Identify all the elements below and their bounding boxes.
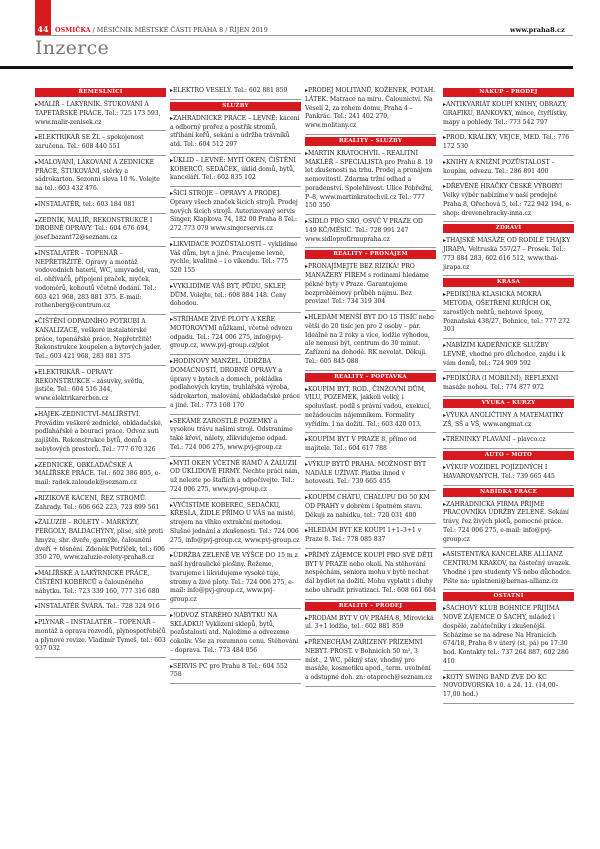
classified-ad: ▸ RIZIKOVÉ KÁCENÍ, ŘEZ STROMŮ. Zahrady. Tel.: 606 662 223, 723 899 561 <box>35 494 166 517</box>
classified-ad: ▸ ZEDNÍK, MALÍŘ, REKONSTRUKCE I DROBNÉ OPRAVY. Tel.: 604 676 694, josef.bazant72@seznam.cz <box>35 216 166 247</box>
classified-ad: ▸ KNIHY A KNIŽNÍ POZŮSTALOST – koupím, odvezu. Tel.: 286 891 400 <box>443 158 574 181</box>
classified-ad: ▸ ZEDNICKÉ, OBKLADAČSKÉ A MALÍŘSKÉ PRÁCE. Tel.: 602 386 895, e-mail: radek.zaloudek@seznam.cz <box>35 461 166 492</box>
classified-ad: ▸ ZAHRADNICKÁ FIRMA PŘIJME PRACOVNÍKA ÚDRŽBY ZELENĚ. Sekání trávy, řez živých plotů, pomocné práce. Tel.: 724 006 275, e-mail: info@pvj-group.cz <box>443 500 574 549</box>
classified-ad: ▸ ZAHRADNICKÉ PRÁCE – LEVNĚ: kácení a odborný prořez a postřik stromů, stříhání keřů, sekání a údržba trávníků atd. Tel.: 604 512 297 <box>170 114 301 154</box>
classified-ad: ▸ STŘÍHÁME ŽIVÉ PLOTY A KEŘE MOTOROVÝMI nůžkami, včetně odvozu odpadu. Tel.: 724 006 275, info@pvj-group.cz, www.pvj-group.cz/plot <box>170 315 301 355</box>
classified-ad: ▸ NABÍZÍM KADEŘNICKÉ SLUŽBY LEVNĚ, vhodné pro důchodce, zajdu i k vám domů, tel.: 724 909 592 <box>443 341 574 372</box>
classified-ad: ▸ PROD. KRÁLÍKY, VEJCE, MED. Tel.: 776 172 530 <box>443 133 574 156</box>
classified-ad: ▸ ASISTENT/KA KANCELÁŘE ALLIANZ CENTRUM KRAKOV, na částečný úvazek. Vhodné i pro studenty VŠ nebo důchodce. Pište na: uplatneni@bernas-allianz.cz <box>443 550 574 590</box>
classified-ad: ▸ ÚDRŽBA ZELENĚ VE VÝŠCE DO 15 m z naší hydraulické plošiny. Řežeme, tvarujeme i likvidujeme vysoké túje, stromy a živé ploty. Tel.: 724 006 275, e-mail: info@pvj-group.cz, www.pvj-group.cz <box>170 551 301 609</box>
classified-ad: ▸ INSTALATÉR ŠVÁRA. Tel.: 728 324 916 <box>35 602 166 616</box>
category-heading: REALITY – POPTÁVKA <box>305 373 436 382</box>
brand-name: OSMIČKA <box>55 26 91 34</box>
classified-ad: ▸ THAJSKÉ MASÁŽE OD RODILÉ THAJKY JIRAPA. Veltruská 557/27 – Prosek. Tel.: 773 884 283, 602 616 512, www.thai-jirapa.cz <box>443 236 574 276</box>
classified-ad: ▸ ÚKLID – LEVNĚ: MYTÍ OKEN, ČIŠTĚNÍ KOBERCŮ, SEDAČEK, úklid domů, bytů, kanceláří. Tel.: 602 835 102 <box>170 156 301 187</box>
classified-ad: ▸ SERVIS PC pro Prahu 8 Tel.: 604 552 758 <box>170 662 301 685</box>
classified-ad: ▸ KOUPÍM BYT V PRAZE 8, přímo od majitele. Tel.: 604 617 788 <box>305 435 436 458</box>
classified-ad: ▸ PŘENECHÁM ZAŘÍZENÝ PŘÍZEMNÍ NEBYT. PROST. v Bohnicích 50 m², 3 míst., 2 WC, pěkný stav, vhodný pro masáže, kosmetiku apod., term. uvolnění a odstupné doh. zn: otaproch@seznam.cz <box>305 638 436 687</box>
classified-ad: ▸ HÁJEK–ZEDNICTVÍ–MALÍŘSTVÍ. Provádím veškeré zednické, obkladačské, podlahářské a bourací práce. Odvoz suti zajištěn. Rekonstrukce bytů, domů a nebytových prostorů. Tel.: 777 670 326 <box>35 410 166 459</box>
classified-ad: ▸ KOUPÍM CHATU, CHALUPU DO 50 KM OD PRAHY v dobrém i špatném stavu. Děkuji za nabídku, tel.: 720 031 400 <box>305 493 436 524</box>
category-heading: OSTATNÍ <box>443 592 574 601</box>
website-link[interactable]: www.praha8.cz <box>510 26 565 34</box>
category-heading: ŘEMESLNÍCI <box>35 88 166 97</box>
classified-ad: ▸ PRONAJÍMEJTE BEZ RIZIKA! PRO MANAŽERY FIREM s rodinami hledáme pěkné byty v Praze. Garantujeme bezproblémový průběh nájmu. Bez provize! Tel.: 734 319 304 <box>305 262 436 311</box>
classified-ad: ▸ ŠACHOVÝ KLUB BOHNICE PŘIJÍMÁ NOVÉ ZÁJEMCE O ŠACHY, mládež i dospělé, začátečníky i zkušenější. Scházíme se na adrese Na Hranicích 674/18, Praha 8 v úterý (st, pá) po 17:30 hod. Kontakty tel.: 737 264 887, 602 286 410 <box>443 604 574 670</box>
category-heading: AUTO – MOTO <box>443 451 574 460</box>
classified-ad: ▸ ANTIKVARIÁT KOUPÍ KNIHY, OBRAZY, GRAFIKU, BANKOVKY, mince, čtyřlístky, mapy a pohledy. Tel.: 773 542 797 <box>443 100 574 131</box>
section-title: Inzerce <box>35 37 110 59</box>
column-1 <box>35 86 166 660</box>
title-rule <box>0 66 573 69</box>
category-heading: REALITY – PRONÁJEM <box>305 250 436 259</box>
category-heading: VÝUKA – KURZY <box>443 399 574 408</box>
classified-ad: ▸ PŘÍMÝ ZÁJEMCE KOUPÍ PRO SVÉ DĚTI BYT V PRAZE nebo okolí. Na stěhování nespěchám, seniora mohu v bytě nechat dál bydlet na dožití. Mohu vyplatit i dluhy nebo uhradit privatizaci. Tel.: 608 661 664 <box>305 551 436 600</box>
column-2 <box>170 86 301 686</box>
classified-ad: ▸ PLYNAŘ – INSTALATÉR – TOPENÁŘ – montáž a oprava rozvodů, plynospotřebičů a plynové revize. Vladimír Tymeš, tel.: 603 937 032 <box>35 618 166 658</box>
category-heading: REALITY – PRODEJ <box>305 602 436 611</box>
category-heading: ZDRAVÍ <box>443 224 574 233</box>
classified-ad: ▸ KOTY SWING BAND ZVE DO KC NOVODVORSKÁ 10. a 24. 11. (14,00–17,00 hod.) <box>443 673 574 704</box>
category-heading: SLUŽBY <box>170 102 301 111</box>
classified-ad: ▸ HODINOVÝ MANŽEL. ÚDRŽBA DOMÁCNOSTÍ, DROBNÉ OPRAVY a úpravy v bytech a domech, pokládka podlahových krytin, truhlářská výroba, sádrokarton, malování, obkladačské práce a jiné. Tel.: 773 168 170 <box>170 357 301 415</box>
classified-ad: ▸ VÝKUP BYTŮ PRAHA. MOŽNOST BYT NADÁLE UŽÍVAT. Platba ihned v hotovosti. Tel.: 739 665 455 <box>305 460 436 491</box>
classified-ad: ▸ SEKÁME ZAROSTLÉ POZEMKY a vysokou trávu našimi stroji. Odstraníme také křoví, nálety, zlikvidujeme odpad. Tel.: 724 006 275, www.pvj-group.cz <box>170 417 301 457</box>
column-3 <box>305 86 436 689</box>
classified-ad: ▸ MALOVÁNÍ, LAKOVÁNÍ A ZEDNICKÉ PRÁCE, ŠTUKOVÁNÍ, stěrky a sádrokarton. Sezonní sleva 10 %. Volejte na tel.: 603 432 476. <box>35 158 166 198</box>
classified-ad: ▸ INSTALATÉR, tel.: 603 184 081 <box>35 200 166 214</box>
classified-ad: ▸ MALÍŘSKÉ A LAKÝRNICKÉ PRÁCE, ČIŠTĚNÍ KOBERCŮ a čalouněného nábytku. Tel.: 723 339 160, 777 316 680 <box>35 569 166 600</box>
classified-ad: ▸ HLEDÁM MENŠÍ BYT DO 15 TISÍC nebo větší do 20 tisíc jen pro 2 osoby – pár. Ideálně na 2 roky a více, lodžie výhodou, ale nemusí být, centrum do 30 minut. Zařízení na dohodě. RK nevolat. Děkuji. Tel.: 605 845 088 <box>305 313 436 371</box>
classified-ad: ▸ MALÍŘ – LAKÝRNÍK. ŠTUKOVÁNÍ A TAPETÁŘSKÉ PRÁCE. Tel.: 725 173 593, www.malir-zenisek.cz <box>35 100 166 131</box>
classified-ad: ▸ PEDIKÚRA (I MOBILNÍ), REFLEXNÍ masáže nohou. Tel.: 774 877 972 <box>443 374 574 397</box>
issue-subtitle: / MĚSÍČNÍK MĚSTSKÉ ČÁSTI PRAHA 8 / ŘÍJEN 2019 <box>90 26 268 34</box>
classified-ad: ▸ LIKVIDACE POZŮSTALOSTÍ – vyklidíme Váš dům, byt a jiné. Pracujeme levně, rychle, kvalitně – i o víkendu. Tel.: 775 520 155 <box>170 240 301 280</box>
classified-ad: ▸ ŽALUZIE – ROLETY – MARKÝZY, PERGOLY, BALDACHÝNY, plisé, sítě proti hmyzu, shr. dveře, garnýže, čalounění dveří + těsnění. Zdeněk Petříček, tel.: 606 350 270, www.zaluzie-rolety-praha8.cz <box>35 518 166 567</box>
classified-ad: ▸ !ODVOZ STARÉHO NÁBYTKU NA SKLÁDKU! Vyklizení sklepů, bytů, pozůstalostí atd. Naložíme a odvezeme cokoliv. Vše za rozumnou cenu. Stěhování – doprava. Tel.: 773 484 056 <box>170 611 301 660</box>
classified-ad: ▸ VÝUKA ANGLIČTINY A MATEMATIKY ZŠ, SŠ a VŠ, www.angmat.cz <box>443 411 574 434</box>
header-divider <box>35 35 573 36</box>
classified-ad: ▸ INSTALATÉR – TOPENÁŘ – NEPŘETRŽITĚ. Opravy a montáž vodovodních baterií, WC, umyvadel, van, el. ohřívačů, připojení praček, myček, vodoměrů, kohoutů včetně dodání. Tel.: 603 421 968, 283 881 375. E-mail: rothenberg@centrum.cz <box>35 249 166 315</box>
classified-ad: ▸ MYTÍ OKEN VČETNĚ RÁMŮ A ŽALUZIÍ OD ÚKLIDOVÉ FIRMY. Nechte práci nám, už nelezte po štaflích a odpočívejte. Tel.: 724 006 275, www.pvj-group.cz <box>170 459 301 499</box>
category-heading: REALITY – SLUŽBY <box>305 137 436 146</box>
classified-ad: ▸ PRODEJ MOLITANŮ, KOŽENEK, POTAH. LÁTEK. Matrace na míru. Čalounictví. Na Veselí 2, za rohem domu, Praha 4 – Pankrác. Tel.: 241 402 270, www.molitany.cz <box>305 86 436 135</box>
classified-ad: ▸ SÍDLO PRO SRO, OSVČ V PRAZE OD 149 KČ/MĚSÍC. Tel.: 728 991 247 www.sidloprofirmupraha.cz <box>305 217 436 248</box>
column-4 <box>443 86 574 706</box>
classified-ad: ▸ VYČISTÍME KOBEREC, SEDAČKU, KŘESLA, ŽIDLE PŘÍMO U VÁS na místě, strojem na vlhko extrakční metodou. Slušné jednání a zkušenosti. Tel.: 724 006 275, info@pvj-group.cz, www.pvj-group.cz <box>170 501 301 550</box>
category-heading: KRÁSA <box>443 278 574 287</box>
classified-ad: ▸ ČIŠTĚNÍ ODPADNÍHO POTRUBÍ A KANALIZACE, veškeré instalatérské práce, topenářské práce. Nepřetržitě! Rekonstrukce koupelen a bytových jader. Tel.: 603 421 968, 283 881 375 <box>35 317 166 366</box>
classified-ad: ▸ DŘEVĚNÉ HRAČKY ČESKÉ VÝROBY! Velký výběr nabízíme v naší prodejně Praha 8, Ořechová 5, tel.: 722 942 194, e-shop: drevenehracky-inna.cz <box>443 182 574 222</box>
classified-ad: ▸ VÝKUP VOZIDEL POJÍZDNÝCH I HAVAROVANÝCH. Tel.: 739 665 445 <box>443 463 574 486</box>
classified-ad: ▸ PEDIKÚRA KLASICKÁ MOKRÁ METODA, OŠETŘENÍ KUŘÍCH OK, zarostlých nehtů, nehtové špony, Poznaňská 438/27, Bohnice, tel.: 777 272 303 <box>443 290 574 339</box>
classified-ad: ▸ PRODÁM BYT V OV PRAHA 8, Mirovická ul. 3+1 lodžie, tel.: 602 881 859 <box>305 614 436 637</box>
classified-ad: ▸ ELEKTRO VESELÝ. Tel.: 602 881 859 <box>170 86 301 100</box>
classified-ad: ▸ ELEKTRIKÁŘ SE ŽL – spokojenost zaručena. Tel.: 608 440 551 <box>35 133 166 156</box>
running-header <box>55 26 268 34</box>
classified-ad: ▸ VYKLIDÍME VÁŠ BYT, PŮDU, SKLEP, DŮM. Volejte, tel.: 608 884 148. Ceny dohodou. <box>170 282 301 313</box>
category-heading: NÁKUP – PRODEJ <box>443 88 574 97</box>
category-heading: NABÍDKA PRÁCE <box>443 488 574 497</box>
classified-ad: ▸ KOUPÍM BYT, ROD., ČINŽOVNÍ DŮM, VILU, POZEMEK, jakkoli velký, i spoluvlast. podíl s právní vadou, exekucí, nežádoucím nájemníkem. Formality vyřídím. I na dožití. Tel.: 603 420 013. <box>305 385 436 434</box>
classified-ad: ▸ TRÉNINKY PLAVÁNÍ – plavco.cz <box>443 435 574 449</box>
classified-ad: ▸ ŠICÍ STROJE – OPRAVY A PRODEJ. Opravy všech značek šicích strojů. Prodej nových šicích strojů. Autorizovaný servis Singer, Klapkova 74, 182 00 Praha 8 Tel.: 272 773 079 www.singerservis.cz <box>170 189 301 238</box>
page-number: 44 <box>35 0 51 36</box>
classified-ad: ▸ HLEDÁM BYT KE KOUPI 1+1–3+1 v Praze 8. Tel.: 778 085 837 <box>305 526 436 549</box>
classified-ad: ▸ ELEKTRIKÁŘ – OPRAVY REKONSTRUKCE – zásuvky, světla, jističe. Tel.: 604 516 344, www.elektrikarerben.cz <box>35 368 166 408</box>
classified-ad: ▸ MARTIN KRATOCHVÍL – REALITNÍ MAKLÉŘ – SPECIALISTA pro Prahu 8. 19 let zkušeností na trhu. Prodej a pronájem nemovitostí. Zdarma tržní odhad a poradenství. Spolehlivost. Ulice Pobřežní, P–8, www.martinkratochvil.cz Tel.: 777 150 350 <box>305 149 436 215</box>
